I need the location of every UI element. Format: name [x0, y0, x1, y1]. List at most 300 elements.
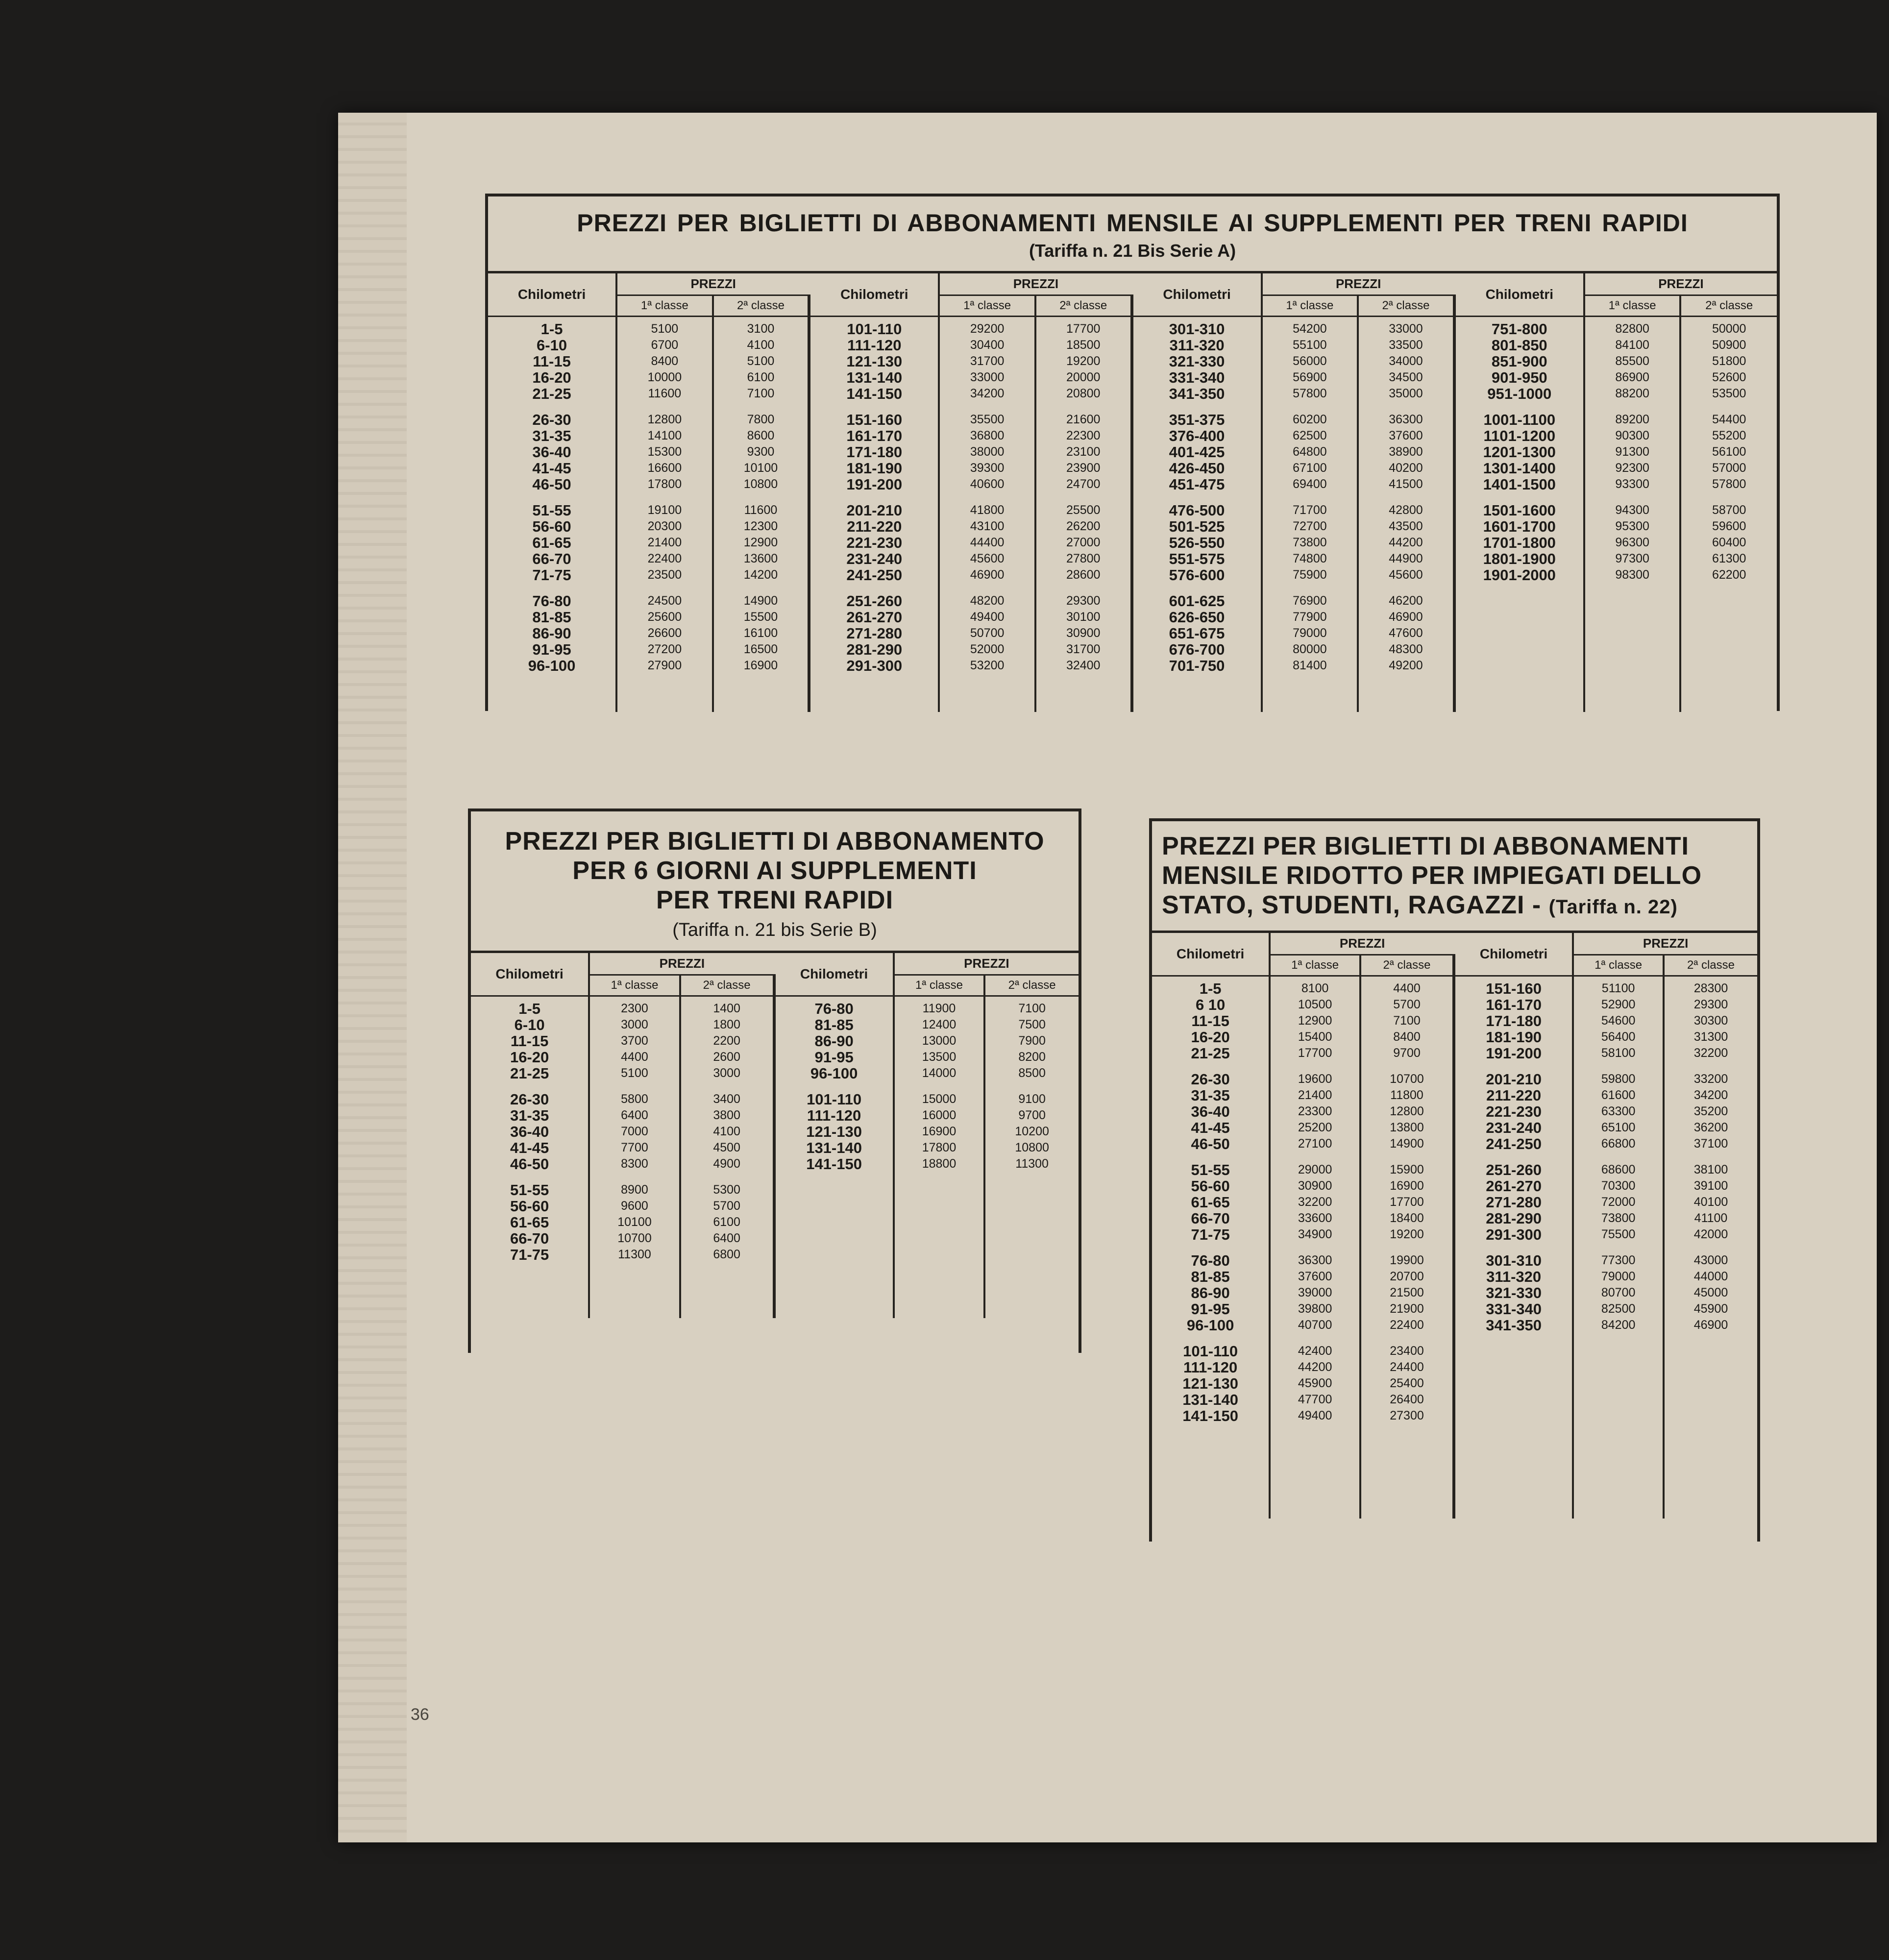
first-class-price: 16900 [922, 1125, 957, 1139]
second-class-price: 37600 [1389, 428, 1423, 442]
first-class-header: 1ª classe [1573, 955, 1664, 976]
first-class-price: 56400 [1601, 1030, 1636, 1044]
row-group [1668, 980, 1754, 1061]
km-range: 651-675 [1169, 624, 1225, 642]
tariff-22-title-line-text: STATO, STUDENTI, RAGAZZI - [1162, 890, 1542, 919]
km-range: 851-900 [1491, 352, 1547, 370]
km-range: 221-230 [1486, 1103, 1542, 1121]
second-class-price: 1400 [713, 1002, 740, 1016]
second-class-column [1680, 316, 1777, 712]
row-group [1136, 502, 1258, 583]
catalog-page [338, 113, 1877, 1842]
km-range: 51-55 [510, 1181, 549, 1199]
first-class-price: 43100 [970, 519, 1005, 533]
km-range: 26-30 [510, 1091, 549, 1108]
km-range: 181-190 [1486, 1029, 1542, 1046]
second-class-price: 9100 [1018, 1092, 1046, 1106]
km-range: 401-425 [1169, 443, 1225, 461]
tariff-21a-title: PREZZI PER BIGLIETTI DI ABBONAMENTI MENSILE AI SUPPLEMENTI PER TRENI RAPIDI [577, 209, 1688, 237]
row-group [1266, 502, 1354, 583]
row-group [474, 1091, 585, 1172]
km-range: 141-150 [846, 385, 903, 402]
km-range-column [1455, 976, 1573, 1519]
second-class-price: 44900 [1389, 551, 1423, 565]
row-group [943, 321, 1031, 402]
km-range: 86-90 [1191, 1284, 1230, 1302]
second-class-price: 11300 [1015, 1157, 1049, 1171]
row-group [1362, 593, 1450, 674]
first-class-price: 79000 [1293, 626, 1327, 640]
second-class-price: 10800 [1015, 1141, 1049, 1155]
km-range: 551-575 [1169, 550, 1225, 567]
first-class-price: 11300 [618, 1248, 651, 1262]
row-group [1362, 502, 1450, 583]
first-class-header: 1ª classe [1262, 295, 1358, 316]
km-range: 81-85 [532, 608, 571, 626]
first-class-price: 54600 [1601, 1014, 1636, 1028]
first-class-price: 69400 [1293, 477, 1327, 491]
km-range: 171-180 [1486, 1012, 1542, 1030]
second-class-price: 12300 [743, 519, 778, 533]
second-class-price: 19200 [1066, 354, 1101, 368]
km-range: 251-260 [1486, 1161, 1542, 1179]
first-class-price: 3000 [621, 1018, 648, 1032]
first-class-price: 51100 [1601, 981, 1635, 996]
prices-column-header: PREZZI [589, 953, 774, 975]
second-class-price: 4500 [713, 1141, 740, 1155]
second-class-price: 23100 [1066, 444, 1101, 459]
first-class-price: 85500 [1615, 354, 1649, 368]
second-class-price: 60400 [1712, 535, 1746, 549]
first-class-price: 52900 [1601, 998, 1636, 1012]
km-range: 301-310 [1169, 320, 1225, 338]
km-range: 751-800 [1491, 320, 1547, 338]
second-class-header: 2ª classe [680, 975, 774, 996]
row-group [1136, 321, 1258, 402]
first-class-header: 1ª classe [939, 295, 1035, 316]
tariff-22-title-rule [1152, 920, 1757, 933]
tariff-21b-title-line: PREZZI PER BIGLIETTI DI ABBONAMENTO [505, 827, 1045, 856]
second-class-price: 44200 [1389, 535, 1423, 549]
price-table [1456, 273, 1777, 712]
second-class-price: 11600 [744, 503, 778, 517]
km-range-column [1133, 316, 1262, 712]
row-group [1588, 502, 1677, 583]
first-class-price: 49400 [970, 610, 1005, 624]
km-range: 341-350 [1169, 385, 1225, 402]
first-class-price: 10100 [617, 1215, 652, 1229]
km-range: 66-70 [1191, 1210, 1230, 1227]
km-range: 16-20 [1191, 1029, 1230, 1046]
second-class-price: 49200 [1389, 658, 1423, 672]
first-class-price: 31700 [970, 354, 1005, 368]
first-class-price: 39800 [1298, 1302, 1332, 1316]
second-class-price: 34500 [1389, 370, 1423, 384]
first-class-price: 45600 [970, 551, 1005, 565]
first-class-price: 36300 [1298, 1253, 1332, 1268]
row-group [813, 321, 935, 402]
second-class-price: 28600 [1066, 567, 1101, 582]
second-class-price: 5100 [747, 354, 775, 368]
first-class-price: 35500 [970, 412, 1005, 426]
price-table [1455, 933, 1757, 1519]
second-class-price: 3000 [713, 1066, 740, 1080]
second-class-price: 7100 [1393, 1014, 1421, 1028]
second-class-price: 45000 [1693, 1286, 1728, 1300]
first-class-price: 10500 [1298, 998, 1332, 1012]
km-range: 181-190 [846, 459, 903, 477]
km-range: 101-110 [1183, 1343, 1238, 1360]
first-class-price: 15300 [647, 444, 682, 459]
first-class-price: 88200 [1615, 386, 1649, 400]
km-range: 101-110 [807, 1091, 862, 1108]
second-class-price: 56100 [1712, 444, 1746, 459]
second-class-price: 32200 [1693, 1046, 1728, 1060]
km-range: 46-50 [510, 1155, 549, 1173]
second-class-price: 41500 [1389, 477, 1423, 491]
second-class-price: 35200 [1693, 1104, 1728, 1119]
second-class-column [984, 996, 1079, 1319]
first-class-price: 73800 [1293, 535, 1327, 549]
km-range: 1201-1300 [1483, 443, 1556, 461]
row-group [1266, 412, 1354, 492]
first-class-price: 37600 [1298, 1270, 1332, 1284]
km-range: 576-600 [1169, 566, 1225, 584]
second-class-price: 6100 [747, 370, 775, 384]
prices-column-header: PREZZI [616, 273, 809, 295]
km-range: 91-95 [814, 1049, 854, 1066]
tariff-21a-columns [488, 273, 1777, 712]
row-group [1364, 1162, 1449, 1243]
first-class-column [1270, 976, 1360, 1519]
km-range: 81-85 [1191, 1268, 1230, 1286]
km-range: 11-15 [533, 352, 571, 370]
second-class-price: 40100 [1693, 1195, 1728, 1209]
prices-column-header: PREZZI [894, 953, 1079, 975]
second-class-price: 50900 [1712, 338, 1746, 352]
second-class-price: 23400 [1390, 1344, 1424, 1358]
first-class-price: 82500 [1601, 1302, 1636, 1316]
first-class-price: 61600 [1601, 1088, 1636, 1102]
second-class-price: 6800 [713, 1248, 740, 1262]
row-group [1155, 1071, 1266, 1152]
first-class-price: 93300 [1615, 477, 1649, 491]
km-range: 321-330 [1486, 1284, 1542, 1302]
first-class-price: 21400 [647, 535, 682, 549]
km-range: 61-65 [532, 534, 571, 551]
km-range: 131-140 [806, 1139, 862, 1157]
km-range: 341-350 [1486, 1317, 1542, 1334]
first-class-price: 8100 [1301, 981, 1329, 996]
second-class-price: 10200 [1015, 1125, 1049, 1139]
km-range: 331-340 [1486, 1300, 1542, 1318]
km-range: 71-75 [532, 566, 571, 584]
second-class-price: 13800 [1390, 1121, 1424, 1135]
row-group [491, 321, 613, 402]
km-range-column [488, 316, 616, 712]
second-class-price: 30900 [1066, 626, 1101, 640]
km-range: 56-60 [510, 1198, 549, 1215]
row-group [1364, 980, 1449, 1061]
first-class-price: 50700 [970, 626, 1005, 640]
km-column-header: Chilometri [1455, 933, 1573, 976]
second-class-price: 10700 [1390, 1072, 1424, 1086]
first-class-price: 10700 [617, 1231, 652, 1246]
second-class-column [1358, 316, 1454, 712]
row-group [1668, 1162, 1754, 1243]
first-class-price: 18800 [922, 1157, 957, 1171]
km-range: 301-310 [1486, 1252, 1542, 1270]
row-group [620, 502, 709, 583]
first-class-price: 53200 [970, 658, 1005, 672]
second-class-price: 16900 [1390, 1179, 1424, 1193]
second-class-price: 24700 [1066, 477, 1101, 491]
first-class-price: 34900 [1298, 1227, 1332, 1242]
row-group [943, 502, 1031, 583]
first-class-price: 52000 [970, 642, 1005, 656]
second-class-price: 20700 [1390, 1270, 1424, 1284]
first-class-column [894, 996, 985, 1319]
tariff-21b-box [468, 808, 1081, 1353]
row-group [779, 1001, 890, 1081]
price-table [810, 273, 1133, 712]
first-class-price: 73800 [1601, 1211, 1636, 1225]
km-range: 51-55 [532, 501, 571, 519]
first-class-price: 5100 [621, 1066, 648, 1080]
km-range: 36-40 [532, 443, 571, 461]
km-range: 1901-2000 [1483, 566, 1556, 584]
km-range: 281-290 [1486, 1210, 1542, 1227]
second-class-price: 15500 [743, 610, 778, 624]
first-class-price: 91300 [1615, 444, 1649, 459]
km-range: 351-375 [1169, 411, 1225, 428]
first-class-price: 48200 [970, 593, 1005, 608]
row-group [717, 321, 805, 402]
first-class-price: 24500 [647, 593, 682, 608]
second-class-price: 19200 [1390, 1227, 1424, 1242]
row-group [898, 1091, 981, 1172]
row-group [1458, 1252, 1569, 1333]
first-class-price: 49400 [1298, 1409, 1332, 1423]
first-class-price: 56000 [1293, 354, 1327, 368]
first-class-price: 94300 [1615, 503, 1649, 517]
first-class-price: 17800 [922, 1141, 957, 1155]
row-group [717, 502, 805, 583]
second-class-price: 3400 [713, 1092, 740, 1106]
second-class-price: 17700 [1390, 1195, 1424, 1209]
second-class-price: 7500 [1018, 1018, 1046, 1032]
first-class-price: 15000 [922, 1092, 957, 1106]
row-group [1588, 321, 1677, 402]
km-range: 31-35 [510, 1107, 549, 1125]
second-class-price: 29300 [1066, 593, 1101, 608]
first-class-price: 9600 [621, 1199, 648, 1213]
price-table [471, 953, 776, 1318]
second-class-column [1664, 976, 1757, 1519]
km-range: 26-30 [1191, 1071, 1230, 1088]
first-class-price: 77900 [1293, 610, 1327, 624]
row-group [943, 412, 1031, 492]
km-range: 31-35 [1191, 1087, 1230, 1104]
first-class-price: 47700 [1298, 1393, 1332, 1407]
km-range: 261-270 [1486, 1177, 1542, 1195]
first-class-price: 12900 [1298, 1014, 1332, 1028]
km-range: 31-35 [532, 427, 571, 444]
second-class-price: 58700 [1712, 503, 1746, 517]
km-range: 676-700 [1169, 640, 1225, 658]
row-group [717, 593, 805, 674]
first-class-price: 92300 [1615, 461, 1649, 475]
km-range: 91-95 [1191, 1300, 1230, 1318]
second-class-price: 45900 [1693, 1302, 1728, 1316]
first-class-price: 17800 [647, 477, 682, 491]
second-class-price: 2200 [713, 1034, 740, 1048]
row-group [1155, 980, 1266, 1061]
row-group [1684, 412, 1774, 492]
km-range: 141-150 [806, 1155, 862, 1173]
second-class-price: 7900 [1018, 1034, 1046, 1048]
second-class-price: 26400 [1390, 1393, 1424, 1407]
first-class-price: 8400 [651, 354, 679, 368]
km-range: 11-15 [1191, 1012, 1229, 1030]
row-group [474, 1001, 585, 1081]
km-range: 291-300 [846, 657, 903, 674]
first-class-price: 29200 [970, 321, 1005, 336]
row-group [491, 412, 613, 492]
km-range: 1101-1200 [1483, 427, 1556, 444]
first-class-price: 42400 [1298, 1344, 1332, 1358]
second-class-price: 3100 [747, 321, 775, 336]
second-class-header: 2ª classe [1360, 955, 1454, 976]
first-class-price: 14000 [922, 1066, 957, 1080]
tariff-22-title-line: PREZZI PER BIGLIETTI DI ABBONAMENTI [1162, 832, 1689, 860]
km-range: 6-10 [514, 1016, 545, 1034]
first-class-price: 23500 [647, 567, 682, 582]
km-range: 476-500 [1169, 501, 1225, 519]
first-class-price: 44400 [970, 535, 1005, 549]
first-class-header: 1ª classe [589, 975, 680, 996]
row-group [620, 412, 709, 492]
second-class-price: 18400 [1390, 1211, 1424, 1225]
second-class-price: 27300 [1390, 1409, 1424, 1423]
km-range: 201-210 [1486, 1071, 1542, 1088]
km-range: 211-220 [847, 517, 902, 535]
second-class-price: 16900 [743, 658, 778, 672]
first-class-price: 72700 [1293, 519, 1327, 533]
row-group [1577, 1252, 1660, 1333]
first-class-price: 20300 [647, 519, 682, 533]
second-class-header: 2ª classe [1358, 295, 1454, 316]
km-range: 951-1000 [1487, 385, 1552, 402]
km-range: 51-55 [1191, 1161, 1230, 1179]
row-group [1362, 412, 1450, 492]
row-group [988, 1001, 1076, 1081]
second-class-price: 33200 [1693, 1072, 1728, 1086]
first-class-price: 7000 [621, 1125, 648, 1139]
row-group [474, 1182, 585, 1263]
second-class-price: 46200 [1389, 593, 1423, 608]
first-class-column [589, 996, 680, 1319]
first-class-price: 6700 [651, 338, 679, 352]
first-class-header: 1ª classe [1270, 955, 1360, 976]
km-range: 46-50 [1191, 1135, 1230, 1153]
second-class-price: 43500 [1389, 519, 1423, 533]
second-class-price: 19900 [1390, 1253, 1424, 1268]
km-range: 66-70 [510, 1230, 549, 1248]
first-class-column [616, 316, 713, 712]
first-class-price: 41800 [970, 503, 1005, 517]
km-range: 451-475 [1169, 475, 1225, 493]
first-class-price: 63300 [1601, 1104, 1636, 1119]
second-class-price: 42800 [1389, 503, 1423, 517]
tariff-21a-box [485, 194, 1780, 711]
price-table [488, 273, 810, 712]
first-class-price: 6400 [621, 1108, 648, 1123]
first-class-price: 46900 [970, 567, 1005, 582]
second-class-price: 13600 [743, 551, 778, 565]
km-range: 191-200 [846, 475, 903, 493]
km-range: 501-525 [1169, 517, 1225, 535]
km-range: 1001-1100 [1483, 411, 1556, 428]
second-class-price: 39100 [1693, 1179, 1728, 1193]
second-class-price: 51800 [1712, 354, 1746, 368]
first-class-price: 66800 [1601, 1137, 1636, 1151]
first-class-price: 8300 [621, 1157, 648, 1171]
first-class-price: 89200 [1615, 412, 1649, 426]
page-binding-edge [338, 113, 407, 1842]
first-class-price: 60200 [1293, 412, 1327, 426]
row-group [1039, 412, 1128, 492]
first-class-price: 79000 [1601, 1270, 1636, 1284]
row-group [1039, 502, 1128, 583]
km-range: 91-95 [532, 640, 571, 658]
first-class-price: 81400 [1293, 658, 1327, 672]
row-group [1458, 1071, 1569, 1152]
km-range: 21-25 [1191, 1045, 1230, 1062]
second-class-price: 54400 [1712, 412, 1746, 426]
second-class-price: 15900 [1390, 1163, 1424, 1177]
km-range: 11-15 [510, 1032, 549, 1050]
second-class-price: 55200 [1712, 428, 1746, 442]
row-group [1362, 321, 1450, 402]
first-class-price: 54200 [1293, 321, 1327, 336]
row-group [1136, 593, 1258, 674]
km-range: 61-65 [510, 1214, 549, 1231]
first-class-price: 30900 [1298, 1179, 1332, 1193]
first-class-price: 57800 [1293, 386, 1327, 400]
first-class-price: 44200 [1298, 1360, 1332, 1374]
row-group [593, 1091, 676, 1172]
first-class-price: 22400 [647, 551, 682, 565]
km-range: 241-250 [846, 566, 903, 584]
second-class-price: 40200 [1389, 461, 1423, 475]
first-class-price: 39000 [1298, 1286, 1332, 1300]
km-range: 141-150 [1182, 1407, 1238, 1425]
km-range: 21-25 [510, 1065, 549, 1082]
second-class-price: 48300 [1389, 642, 1423, 656]
km-range: 16-20 [532, 368, 571, 386]
km-range: 221-230 [846, 534, 903, 551]
tariff-22-title-line [1162, 891, 1757, 920]
second-class-price: 5700 [1393, 998, 1421, 1012]
first-class-column [1262, 316, 1358, 712]
km-range: 331-340 [1169, 368, 1225, 386]
second-class-column [1360, 976, 1454, 1519]
second-class-price: 50000 [1712, 321, 1746, 336]
km-range: 1-5 [518, 1000, 540, 1018]
first-class-price: 25200 [1298, 1121, 1332, 1135]
first-class-price: 45900 [1298, 1376, 1332, 1391]
